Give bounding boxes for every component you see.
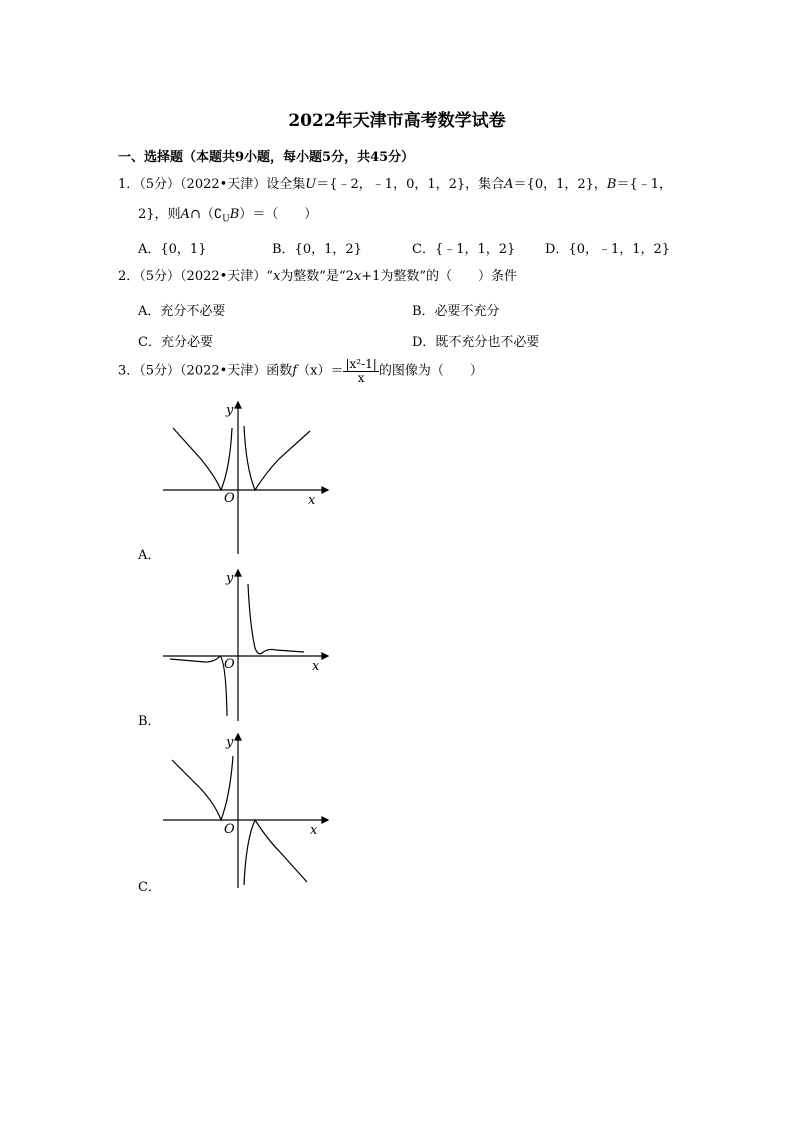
graph-a-x-label: x: [308, 493, 316, 508]
q1-prefix: 1．（5分）（2022•天津）设全集: [118, 177, 306, 192]
graph-a-y-label: y: [226, 403, 234, 418]
graph-a-option-label[interactable]: A．: [138, 548, 161, 563]
graph-a-left-curve: [173, 428, 232, 490]
graph-b-right-curve: [248, 584, 304, 654]
q1-line2-var-b: B: [229, 207, 240, 222]
graph-c-right-curve: [244, 820, 307, 885]
q1-b-set: ＝{﹣1，: [616, 177, 673, 192]
q1-option-a[interactable]: A．{0，1}: [138, 242, 207, 257]
q3-numerator: |x²-1|: [345, 357, 377, 371]
graph-b-y-label: y: [226, 571, 234, 586]
q1-u-set: ＝{﹣2，﹣1，0，1，2}，集合: [316, 177, 505, 192]
q2-end: +1为整数”的（ ）条件: [361, 269, 518, 284]
q2-var-x: x: [272, 269, 281, 284]
q2-option-b[interactable]: B．必要不充分: [412, 304, 500, 319]
q1-option-c[interactable]: C．{﹣1，1，2}: [412, 242, 516, 257]
question-3: [118, 358, 483, 385]
graph-c-x-arrow: [322, 817, 328, 823]
q3-denominator: x: [357, 371, 365, 385]
graph-b-left-curve: [170, 656, 227, 716]
q2-var-x-2: x: [353, 269, 362, 284]
q1-complement-subscript: U: [222, 214, 230, 225]
q3-end: 的图像为（ ）: [378, 363, 483, 379]
graph-c-left-curve: [172, 756, 233, 820]
q1-a-set: ＝{0，1，2}，: [513, 177, 607, 192]
graph-a-x-arrow: [322, 487, 328, 493]
graph-c-x-label: x: [310, 823, 318, 838]
graph-b-x-arrow: [322, 653, 328, 659]
graph-c-origin-label: O: [224, 822, 235, 837]
graph-a-right-curve: [244, 426, 310, 490]
q1-option-b[interactable]: B．{0，1，2}: [272, 242, 362, 257]
graph-c-y-arrow: [235, 734, 241, 740]
q3-func-arg: （x）＝: [297, 363, 344, 379]
graph-b-y-arrow: [235, 570, 241, 576]
graph-c-option-label[interactable]: C．: [138, 880, 161, 895]
q1-line2-var-a: A: [180, 207, 190, 222]
q1-var-b: B: [606, 177, 617, 192]
graph-b[interactable]: [160, 566, 330, 722]
graph-b-option-label[interactable]: B．: [138, 714, 161, 729]
page-title: 2022年天津市高考数学试卷: [288, 111, 506, 131]
q1-option-d[interactable]: D．{0，﹣1，1，2}: [545, 242, 671, 257]
q2-option-c[interactable]: C．充分必要: [138, 335, 213, 350]
q2-prefix: 2．（5分）（2022•天津）“: [118, 269, 273, 284]
question-1-line-1: [118, 176, 672, 194]
q3-prefix: 3．（5分）（2022•天津）函数: [118, 363, 293, 379]
graph-a-origin-label: O: [224, 491, 235, 506]
q2-option-a[interactable]: A．充分不必要: [138, 304, 226, 319]
section-heading: 一、选择题（本题共9小题，每小题5分，共45分）: [118, 150, 415, 165]
q1-line2-end: ）＝（ ）: [239, 207, 318, 222]
question-2: [118, 268, 517, 286]
question-1-line-2: [138, 206, 317, 229]
graph-a-y-arrow: [235, 402, 241, 408]
graph-c-y-label: y: [226, 735, 234, 750]
q1-var-u: U: [305, 177, 317, 192]
graph-a[interactable]: [160, 398, 330, 558]
q1-complement-symbol: ∩（∁: [189, 207, 223, 222]
q1-var-a: A: [504, 177, 514, 192]
q3-func-name: f: [292, 363, 298, 379]
graph-b-origin-label: O: [224, 657, 235, 672]
graph-c[interactable]: [160, 730, 330, 890]
q2-option-d[interactable]: D．既不充分也不必要: [412, 335, 540, 350]
q1-line2-start: 2}，则: [138, 207, 181, 222]
q3-fraction: [343, 358, 378, 385]
q2-mid: 为整数”是“2: [280, 269, 354, 284]
graph-b-x-label: x: [312, 659, 320, 674]
